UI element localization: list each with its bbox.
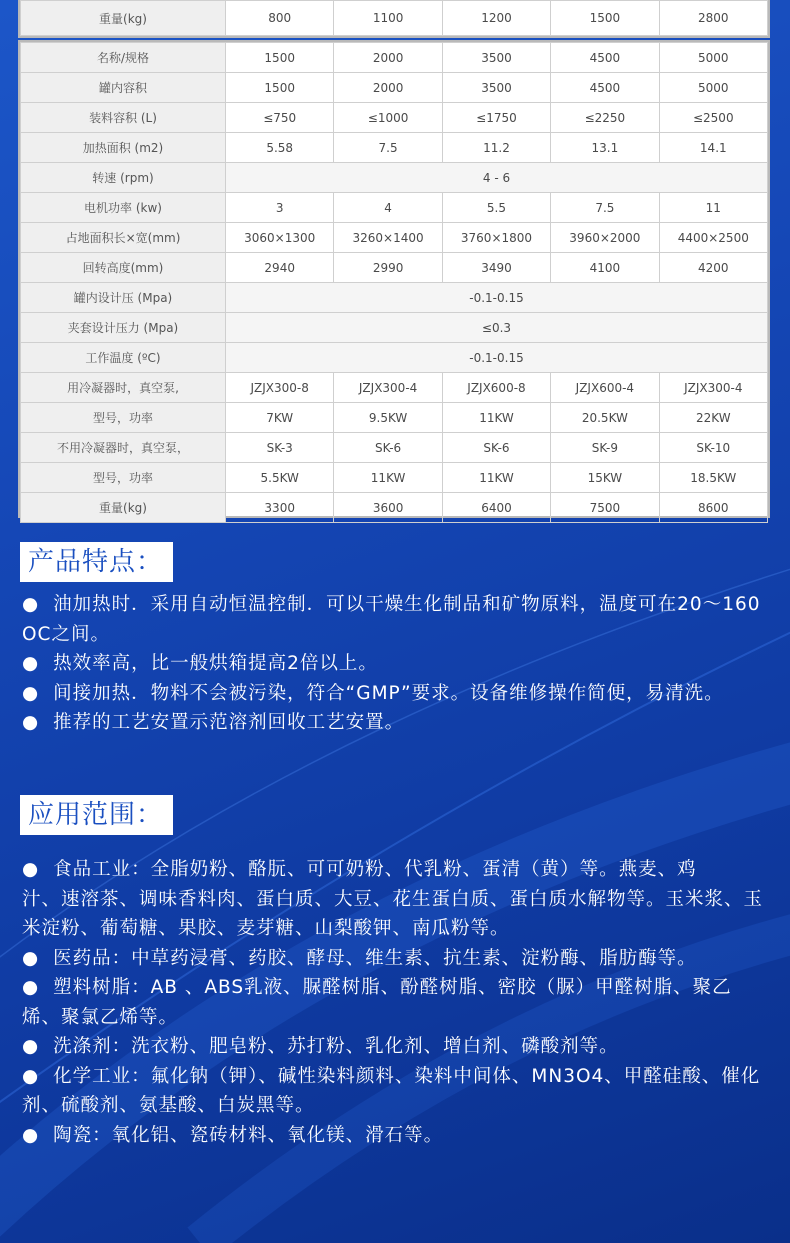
row-label: 夹套设计压力 (Mpa) [21,313,226,343]
feature-text: 油加热时．采用自动恒温控制．可以干燥生化制品和矿物原料，温度可在20～160OC之间。 [22,594,761,645]
table-cell: ≤2500 [659,103,767,133]
table-cell: 11 [659,193,767,223]
table-row [21,463,768,493]
table-cell-merged: 4 - 6 [226,163,768,193]
table-cell: 3500 [442,43,550,73]
application-item [22,973,770,1032]
table-cell: 18.5KW [659,463,767,493]
application-text: 塑料树脂：AB 、ABS乳液、脲醛树脂、酚醛树脂、密胶（脲）甲醛树脂、聚乙烯、聚氯乙烯等。 [22,977,732,1028]
table-row [21,283,768,313]
feature-text: 间接加热．物料不会被污染，符合“GMP”要求。设备维修操作简便，易清洗。 [53,682,724,704]
table-cell: 2990 [334,253,442,283]
table-cell: 1500 [551,1,659,36]
table-row [21,373,768,403]
spec-table-top [18,0,770,38]
table-cell-merged: ≤0.3 [226,313,768,343]
table-cell: 5.58 [226,133,334,163]
table-cell-merged: -0.1-0.15 [226,283,768,313]
table-row [21,433,768,463]
table-cell: 6400 [442,493,550,523]
table-cell: JZJX300-4 [334,373,442,403]
row-label: 加热面积 (m2) [21,133,226,163]
features-heading: 产品特点： [20,542,173,582]
table-cell: SK-3 [226,433,334,463]
table-cell: 3960×2000 [551,223,659,253]
row-label: 占地面积长×宽(mm) [21,223,226,253]
table-cell: 5.5KW [226,463,334,493]
table-cell: 4200 [659,253,767,283]
application-text: 洗涤剂：洗衣粉、肥皂粉、苏打粉、乳化剂、增白剂、磷酸剂等。 [53,1036,619,1057]
table-cell: 1100 [334,1,442,36]
table-cell: 2800 [659,1,767,36]
bullet-icon: ● [22,712,40,733]
table-cell: 4100 [551,253,659,283]
table-cell: 7.5 [551,193,659,223]
table-cell: 11KW [334,463,442,493]
table-cell: 15KW [551,463,659,493]
table-cell: 3300 [226,493,334,523]
row-label: 重量(kg) [21,1,226,36]
table-row [21,223,768,253]
table-cell: 3260×1400 [334,223,442,253]
row-label: 型号，功率 [21,463,226,493]
table-cell: 4 [334,193,442,223]
application-item [22,855,770,885]
table-cell: 7KW [226,403,334,433]
row-label: 转速 (rpm) [21,163,226,193]
table-row [21,103,768,133]
table-row [21,1,768,36]
table-cell: 3490 [442,253,550,283]
bullet-icon: ● [22,977,40,998]
table-cell: 2000 [334,43,442,73]
table-cell: 11KW [442,403,550,433]
application-item [22,1062,770,1121]
table-cell: 3500 [442,73,550,103]
row-label: 回转高度(mm) [21,253,226,283]
table-cell: ≤750 [226,103,334,133]
table-row [21,313,768,343]
feature-item [22,708,770,738]
application-item [22,944,770,974]
table-cell: 3060×1300 [226,223,334,253]
table-cell: 8600 [659,493,767,523]
feature-item [22,649,770,679]
table-cell: 1500 [226,73,334,103]
bullet-icon: ● [22,1036,40,1057]
row-label: 用冷凝器时，真空泵, [21,373,226,403]
application-text: 陶瓷：氧化铝、瓷砖材料、氧化镁、滑石等。 [53,1124,444,1146]
table-cell: 2000 [334,73,442,103]
bullet-icon: ● [22,682,40,704]
table-cell: 9.5KW [334,403,442,433]
table-row [21,193,768,223]
table-cell: 4500 [551,73,659,103]
table-cell: 3760×1800 [442,223,550,253]
table-cell: 5000 [659,73,767,103]
row-label: 重量(kg) [21,493,226,523]
table-cell: 800 [226,1,334,36]
table-cell: JZJX600-8 [442,373,550,403]
bullet-icon: ● [22,859,40,880]
table-cell: JZJX300-4 [659,373,767,403]
spec-table-main [18,40,770,518]
table-cell: 3 [226,193,334,223]
application-item [22,885,770,944]
row-label: 工作温度 (ºC) [21,343,226,373]
table-row [21,43,768,73]
application-text: 化学工业：氟化钠（钾）、碱性染料颜料、染料中间体、MN3O4、甲醛硅酸、催化剂、硫酸剂、氨基酸、白炭黑等。 [22,1065,761,1116]
feature-item [22,679,770,709]
feature-text: 热效率高，比一般烘箱提高2倍以上。 [53,653,378,674]
table-cell: 11.2 [442,133,550,163]
application-item [22,1032,770,1062]
application-text: 汁、速溶茶、调味香料肉、蛋白质、大豆、花生蛋白质、蛋白质水解物等。玉米浆、玉米淀粉、葡萄糖、果胶、麦芽糖、山梨酸钾、南瓜粉等。 [22,888,764,939]
table-cell-merged: -0.1-0.15 [226,343,768,373]
application-text: 食品工业：全脂奶粉、酪朊、可可奶粉、代乳粉、蛋清（黄）等。燕麦、鸡 [53,859,697,880]
table-cell: JZJX300-8 [226,373,334,403]
table-cell: 4500 [551,43,659,73]
table-cell: SK-9 [551,433,659,463]
features-list [22,590,770,738]
table-row [21,403,768,433]
table-cell: 22KW [659,403,767,433]
table-cell: 1500 [226,43,334,73]
row-label: 罐内设计压 (Mpa) [21,283,226,313]
table-cell: 3600 [334,493,442,523]
table-cell: ≤2250 [551,103,659,133]
table-cell: 1200 [442,1,550,36]
table-cell: 11KW [442,463,550,493]
table-cell: JZJX600-4 [551,373,659,403]
feature-text: 推荐的工艺安置示范溶剂回收工艺安置。 [53,712,405,733]
table-cell: 4400×2500 [659,223,767,253]
table-cell: 7500 [551,493,659,523]
bullet-icon: ● [22,947,40,969]
table-cell: 13.1 [551,133,659,163]
table-cell: 14.1 [659,133,767,163]
row-label: 装料容积 (L) [21,103,226,133]
table-row [21,163,768,193]
table-cell: 2940 [226,253,334,283]
table-cell: 7.5 [334,133,442,163]
table-cell: SK-6 [442,433,550,463]
table-row [21,133,768,163]
table-cell: 20.5KW [551,403,659,433]
feature-item [22,590,770,649]
table-cell: 5000 [659,43,767,73]
applications-heading: 应用范围： [20,795,173,835]
table-cell: SK-10 [659,433,767,463]
table-cell: 5.5 [442,193,550,223]
row-label: 名称/规格 [21,43,226,73]
bullet-icon: ● [22,1065,40,1087]
spec-table-body [21,43,768,523]
table-row [21,343,768,373]
table-row [21,73,768,103]
bullet-icon: ● [22,1124,40,1146]
application-item [22,1121,770,1151]
table-cell: ≤1750 [442,103,550,133]
applications-list [22,855,770,1150]
table-cell: ≤1000 [334,103,442,133]
table-row [21,253,768,283]
table-row [21,493,768,523]
row-label: 型号，功率 [21,403,226,433]
row-label: 罐内容积 [21,73,226,103]
table-cell: SK-6 [334,433,442,463]
bullet-icon: ● [22,653,40,674]
application-text: 医药品：中草药浸膏、药胶、酵母、维生素、抗生素、淀粉酶、脂肪酶等。 [53,947,697,969]
row-label: 不用冷凝器时，真空泵， [21,433,226,463]
row-label: 电机功率 (kw) [21,193,226,223]
bullet-icon: ● [22,594,40,615]
